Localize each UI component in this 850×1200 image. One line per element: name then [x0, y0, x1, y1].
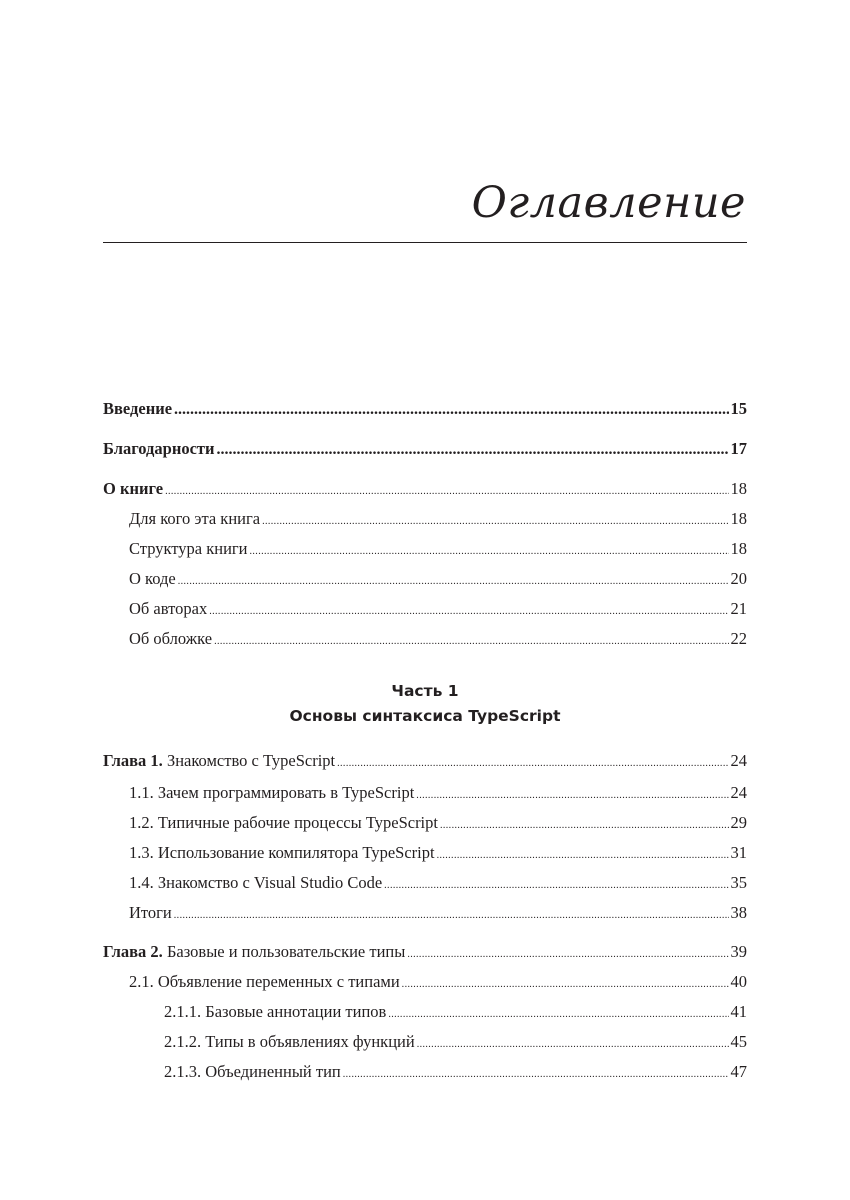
dot-leader	[437, 845, 729, 867]
toc-entry-introduction[interactable]	[103, 398, 747, 420]
toc-page-number: 47	[730, 1062, 747, 1081]
toc-page-number: 24	[730, 783, 747, 802]
toc-entry-label: Введение	[103, 399, 173, 418]
toc-entry-label: 2.1. Объявление переменных с типами	[129, 972, 400, 991]
toc-section-1-4[interactable]	[129, 872, 747, 894]
toc-entry-label: 1.1. Зачем программировать в TypeScript	[129, 783, 415, 802]
toc-section-1-1[interactable]	[129, 782, 747, 804]
dot-leader	[337, 753, 728, 775]
dot-leader	[402, 974, 729, 996]
toc-entry-about-book[interactable]	[103, 478, 747, 500]
chapter-prefix: Глава 2.	[103, 942, 163, 961]
toc-section-2-1-1[interactable]	[164, 1001, 747, 1023]
toc-page-number: 15	[730, 399, 747, 418]
dot-leader	[174, 905, 729, 927]
toc-entry-label: 1.3. Использование компилятора TypeScript	[129, 843, 435, 862]
toc-section-1-3[interactable]	[129, 842, 747, 864]
dot-leader	[217, 439, 729, 461]
toc-entry-label: Структура книги	[129, 539, 248, 558]
dot-leader	[440, 815, 729, 837]
toc-entry-who-is-it-for[interactable]	[129, 508, 747, 530]
toc-entry-label: 2.1.1. Базовые аннотации типов	[164, 1002, 387, 1021]
dot-leader	[214, 631, 728, 653]
toc-page-number: 18	[730, 509, 747, 528]
toc-page-number: 39	[730, 942, 747, 961]
toc-entry-acknowledgements[interactable]	[103, 438, 747, 460]
toc-entry-about-code[interactable]	[129, 568, 747, 590]
dot-leader	[178, 571, 729, 593]
toc-page-number: 18	[730, 479, 747, 498]
dot-leader	[250, 541, 729, 563]
toc-chapter-1[interactable]	[103, 750, 747, 772]
toc-section-summary[interactable]	[129, 902, 747, 924]
toc-section-2-1-3[interactable]	[164, 1061, 747, 1083]
toc-page-number: 38	[730, 903, 747, 922]
toc-page-number: 18	[730, 539, 747, 558]
toc-page-number: 45	[730, 1032, 747, 1051]
toc-entry-label: О коде	[129, 569, 176, 588]
dot-leader	[416, 785, 728, 807]
dot-leader	[417, 1034, 729, 1056]
toc-entry-about-authors[interactable]	[129, 598, 747, 620]
toc-entry-label: Для кого эта книга	[129, 509, 261, 528]
chapter-title: Базовые и пользовательские типы	[166, 942, 406, 961]
toc-page-number: 35	[730, 873, 747, 892]
toc-page-number: 41	[730, 1002, 747, 1021]
toc-entry-label: Об авторах	[129, 599, 208, 618]
toc-page-number: 21	[730, 599, 747, 618]
toc-chapter-2[interactable]	[103, 941, 747, 963]
title-divider	[103, 242, 747, 243]
toc-entry-label: 2.1.2. Типы в объявлениях функций	[164, 1032, 415, 1051]
toc-page-number: 17	[730, 439, 747, 458]
toc-entry-label: 1.2. Типичные рабочие процессы TypeScript	[129, 813, 438, 832]
chapter-prefix: Глава 1.	[103, 751, 163, 770]
part-heading: Часть 1	[391, 682, 459, 700]
dot-leader	[388, 1004, 728, 1026]
dot-leader	[384, 875, 728, 897]
toc-section-2-1-2[interactable]	[164, 1031, 747, 1053]
toc-entry-book-structure[interactable]	[129, 538, 747, 560]
toc-page-number: 31	[730, 843, 747, 862]
dot-leader	[209, 601, 728, 623]
toc-page-number: 22	[730, 629, 747, 648]
dot-leader	[174, 399, 728, 421]
dot-leader	[407, 944, 728, 966]
toc-entry-label: Благодарности	[103, 439, 215, 458]
toc-entry-label: 2.1.3. Объединенный тип	[164, 1062, 341, 1081]
toc-page-number: 40	[730, 972, 747, 991]
part-subtitle: Основы синтаксиса TypeScript	[289, 707, 561, 725]
dot-leader	[262, 511, 728, 533]
toc-entry-label: О книге	[103, 479, 164, 498]
toc-section-1-2[interactable]	[129, 812, 747, 834]
toc-entry-label: Итоги	[129, 903, 172, 922]
toc-entry-about-cover[interactable]	[129, 628, 747, 650]
dot-leader	[165, 481, 728, 503]
toc-page-number: 24	[730, 751, 747, 770]
toc-entry-label: 1.4. Знакомство с Visual Studio Code	[129, 873, 383, 892]
page-title: Оглавление	[471, 178, 746, 228]
toc-page-number: 29	[730, 813, 747, 832]
toc-entry-label: Об обложке	[129, 629, 213, 648]
chapter-title: Знакомство с TypeScript	[166, 751, 336, 770]
toc-page-number: 20	[730, 569, 747, 588]
toc-section-2-1[interactable]	[129, 971, 747, 993]
dot-leader	[343, 1064, 729, 1086]
